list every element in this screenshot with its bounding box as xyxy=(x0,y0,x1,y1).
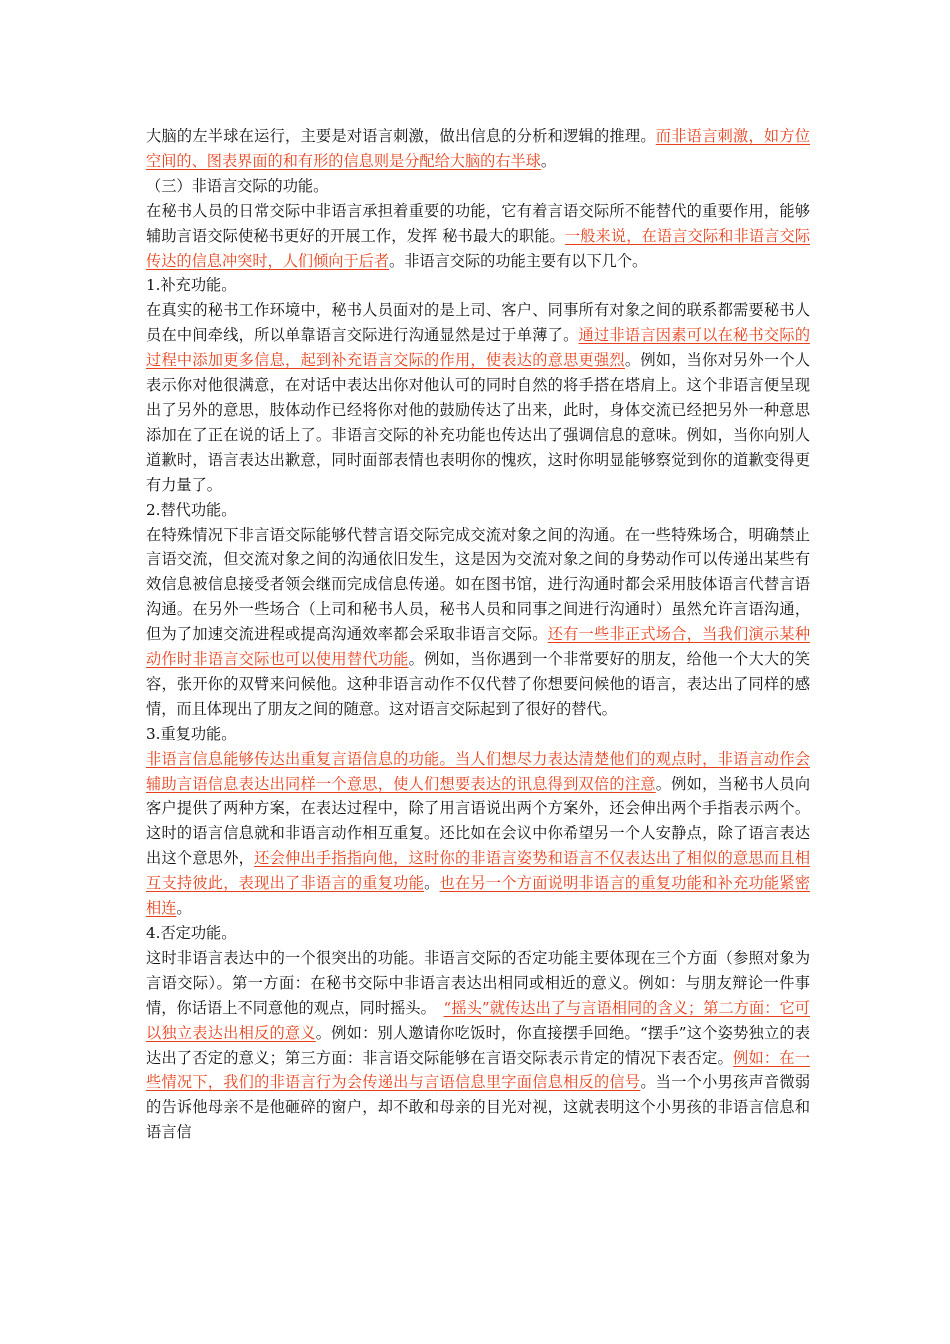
paragraph xyxy=(146,174,810,199)
highlighted-text: 还有一些非正式场合，当我们演示某种动作时非语言交际也可以使用替代功能 xyxy=(146,625,811,669)
text-span: 。 xyxy=(176,899,192,918)
text-span: 。例如，当你对另外一个人表示你对他很满意，在对话中表达出你对他认可的同时自然的将手搭在塔肩上。这个非语言便呈现出了另外的意思，肢体动作已经将你对他的鼓励传达了出来，此时，身体交流已经把另外一种意思添加在了正在说的话上了。非语言交际的补充功能也传达出了强调信息的意味。例如，当你向别人道歉时，语言表达出歉意，同时面部表情也表明你的愧疚，这时你明显能够察觉到你的道歉变得更有力量了。 xyxy=(146,351,811,494)
text-span: 这时非语言表达中的一个很突出的功能。非语言交际的否定功能主要体现在三个方面（参照对象为言语交际）。第一方面：在秘书交际中非语言表达出相同或相近的意义。例如：与朋友辩论一件事情，你话语上不同意他的观点，同时摇头。 xyxy=(146,948,810,1017)
highlighted-text: 而非语言刺激，如方位空间的、图表界面的和有形的信息则是分配给大脑的右半球 xyxy=(146,127,811,170)
text-span: 大脑的左半球在运行，主要是对语言刺激，做出信息的分析和逻辑的推理。 xyxy=(146,127,656,145)
paragraph xyxy=(146,747,810,921)
highlighted-text: 也在另一个方面说明非语言的重复功能和补充功能紧密相连 xyxy=(146,874,811,918)
text-span: （三）非语言交际的功能。 xyxy=(146,176,329,195)
text-span: 在秘书人员的日常交际中非语言承担着重要的功能，它有着言语交际所不能替代的重要作用，能够辅助言语交际使秘书更好的开展工作，发挥 秘书最大的职能。 xyxy=(146,201,810,245)
text-span: 在真实的秘书工作环境中，秘书人员面对的是上司、客户、同事所有对象之间的联系都需要秘书人员在中间牵线，所以单靠语言交际进行沟通显然是过于单薄了。 xyxy=(146,301,810,345)
text-span: 。例如：别人邀请你吃饭时，你直接摆手回绝。“摆手”这个姿势独立的表达出了否定的意义；第三方面：非言语交际能够在言语交际表示肯定的情况下表否定。 xyxy=(146,1023,811,1067)
highlighted-text: “摇头”就传达出了与言语相同的含义；第二方面：它可以独立表达出相反的意义 xyxy=(146,998,810,1042)
highlighted-text: 还会伸出手指指向他，这时你的非语言姿势和语言不仅表达出了相似的意思而且相互支持彼此，表现出了非语言的重复功能 xyxy=(146,849,811,893)
text-span: 。例如，当你遇到一个非常要好的朋友，给他一个大大的笑容，张开你的双臂来问候他。这种非语言动作不仅代替了你想要问候他的语言，表达出了同样的感情，而且体现出了朋友之间的随意。这对语言交际起到了很好的替代。 xyxy=(146,650,811,718)
text-span: 。 xyxy=(540,151,557,170)
paragraph xyxy=(146,921,810,946)
paragraph xyxy=(146,298,810,497)
text-span: 。非语言交际的功能主要有以下几个。 xyxy=(389,251,648,270)
highlighted-text: 一般来说，在语言交际和非语言交际传达的信息冲突时，人们倾向于后者 xyxy=(146,226,811,270)
paragraph xyxy=(146,523,810,722)
highlighted-text: 例如：在一些情况下，我们的非语言行为会传递出与言语信息里字面信息相反的信号 xyxy=(146,1048,811,1092)
text-span: 。 xyxy=(424,874,440,893)
paragraph xyxy=(146,722,810,747)
text-span: 在特殊情况下非言语交际能够代替言语交际完成交流对象之间的沟通。在一些特殊场合，明确禁止言语交流，但交流对象之间的沟通依旧发生，这是因为交流对象之间的身势动作可以传递出某些有效信息被信息接受者领会继而完成信息传递。如在图书馆，进行沟通时都会采用肢体语言代替言语沟通。在另外一些场合（上司和秘书人员，秘书人员和同事之间进行沟通时）虽然允许言语沟通，但为了加速交流进程或提高沟通效率都会采取非语言交际。 xyxy=(146,525,810,644)
text-span: 。当一个小男孩声音微弱的告诉他母亲不是他砸碎的窗户，却不敢和母亲的目光对视，这就表明这个小男孩的非语言信息和语言信 xyxy=(146,1073,811,1142)
paragraph xyxy=(146,199,810,274)
text-span: 。例如，当秘书人员向客户提供了两种方案，在表达过程中，除了用言语说出两个方案外，还会伸出两个手指表示两个。这时的语言信息就和非语言动作相互重复。还比如在会议中你希望另一个人安静点，除了语言表达出这个意思外， xyxy=(146,774,811,868)
text-span: 2.替代功能。 xyxy=(146,500,237,519)
text-span: 4.否定功能。 xyxy=(146,924,237,942)
text-span: 1.补充功能。 xyxy=(146,276,237,295)
highlighted-text: 通过非语言因素可以在秘书交际的过程中添加更多信息，起到补充语言交际的作用，使表达的意思更强烈 xyxy=(146,326,811,370)
paragraph xyxy=(146,124,810,174)
paragraph xyxy=(146,273,810,298)
text-span: 3.重复功能。 xyxy=(146,724,237,743)
paragraph xyxy=(146,946,810,1145)
highlighted-text: 非语言信息能够传达出重复言语信息的功能。当人们想尽力表达清楚他们的观点时，非语言动作会辅助言语信息表达出同样一个意思，使人们想要表达的讯息得到双倍的注意 xyxy=(146,749,810,793)
document-body xyxy=(146,124,810,1145)
paragraph xyxy=(146,498,810,523)
